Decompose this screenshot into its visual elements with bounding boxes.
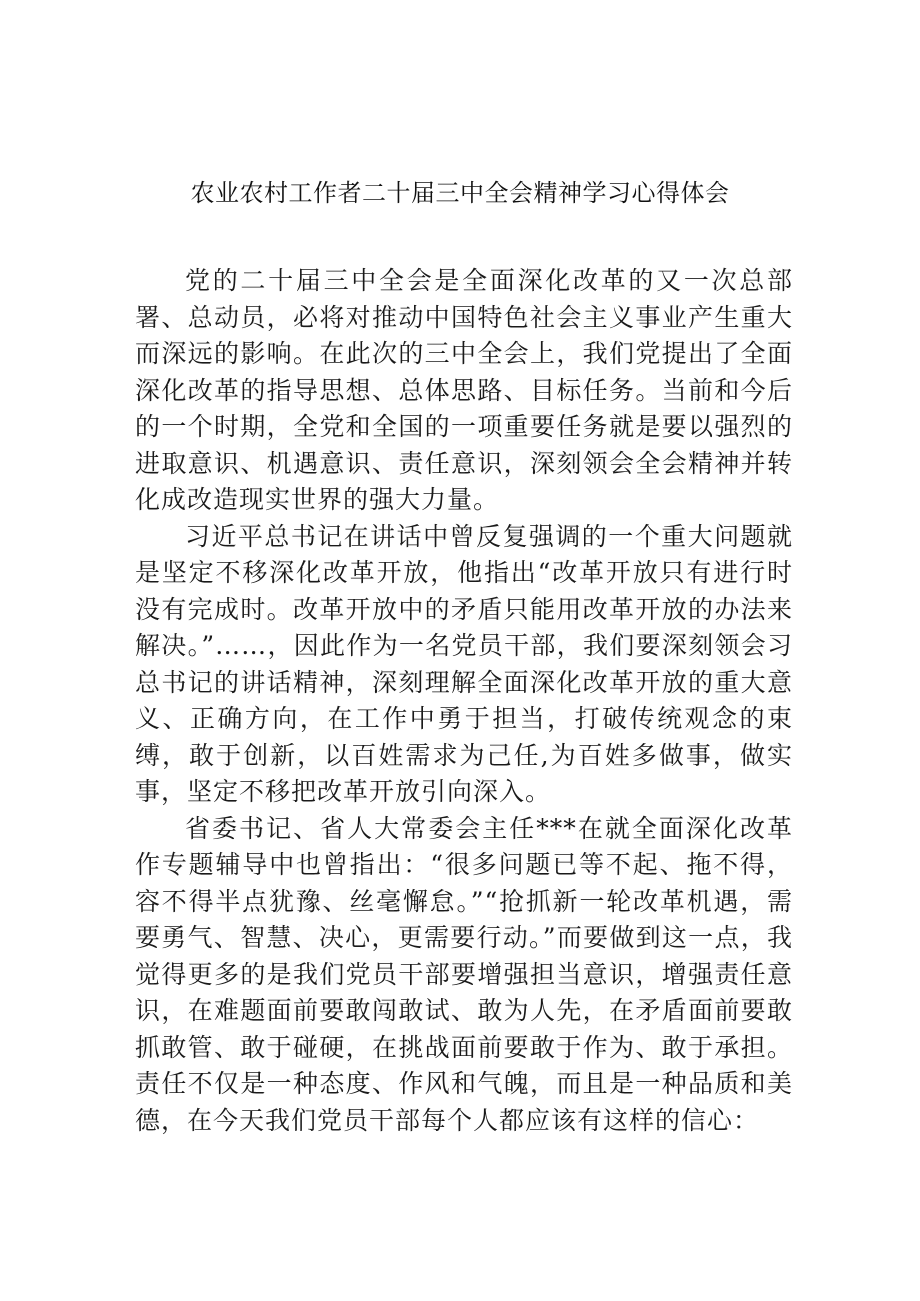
document-title: 农业农村工作者二十届三中全会精神学习心得体会: [190, 179, 730, 207]
paragraph-3: 省委书记、省人大常委会主任***在就全面深化改革作专题辅导中也曾指出：“很多问题已等不起、拖不得，容不得半点犹豫、丝毫懈怠。”“抢抓新一轮改革机遇，需要勇气、智慧、决心，更需要行动。”而要做到这一点，我觉得更多的是我们党员干部要增强担当意识，增强责任意识，在难题面前要敢闯敢试、敢为人先，在矛盾面前要敢抓敢管、敢于碰硬，在挑战面前要敢于作为、敢于承担。责任不仅是一种态度、作风和气魄，而且是一种品质和美德，在今天我们党员干部每个人都应该有这样的信心：: [135, 813, 793, 1135]
document-body: [135, 263, 793, 1139]
paragraph-1: 党的二十届三中全会是全面深化改革的又一次总部署、总动员，必将对推动中国特色社会主义事业产生重大而深远的影响。在此次的三中全会上，我们党提出了全面深化改革的指导思想、总体思路、目标任务。当前和今后的一个时期，全党和全国的一项重要任务就是要以强烈的进取意识、机遇意识、责任意识，深刻领会全会精神并转化成改造现实世界的强大力量。: [135, 266, 793, 514]
paragraph-2: 习近平总书记在讲话中曾反复强调的一个重大问题就是坚定不移深化改革开放，他指出“改革开放只有进行时没有完成时。改革开放中的矛盾只能用改革开放的办法来解决。”……，因此作为一名党员干部，我们要深刻领会习总书记的讲话精神，深刻理解全面深化改革开放的重大意义、正确方向，在工作中勇于担当，打破传统观念的束缚，敢于创新，以百姓需求为己任,为百姓多做事，做实事，坚定不移把改革开放引向深入。: [135, 521, 793, 806]
